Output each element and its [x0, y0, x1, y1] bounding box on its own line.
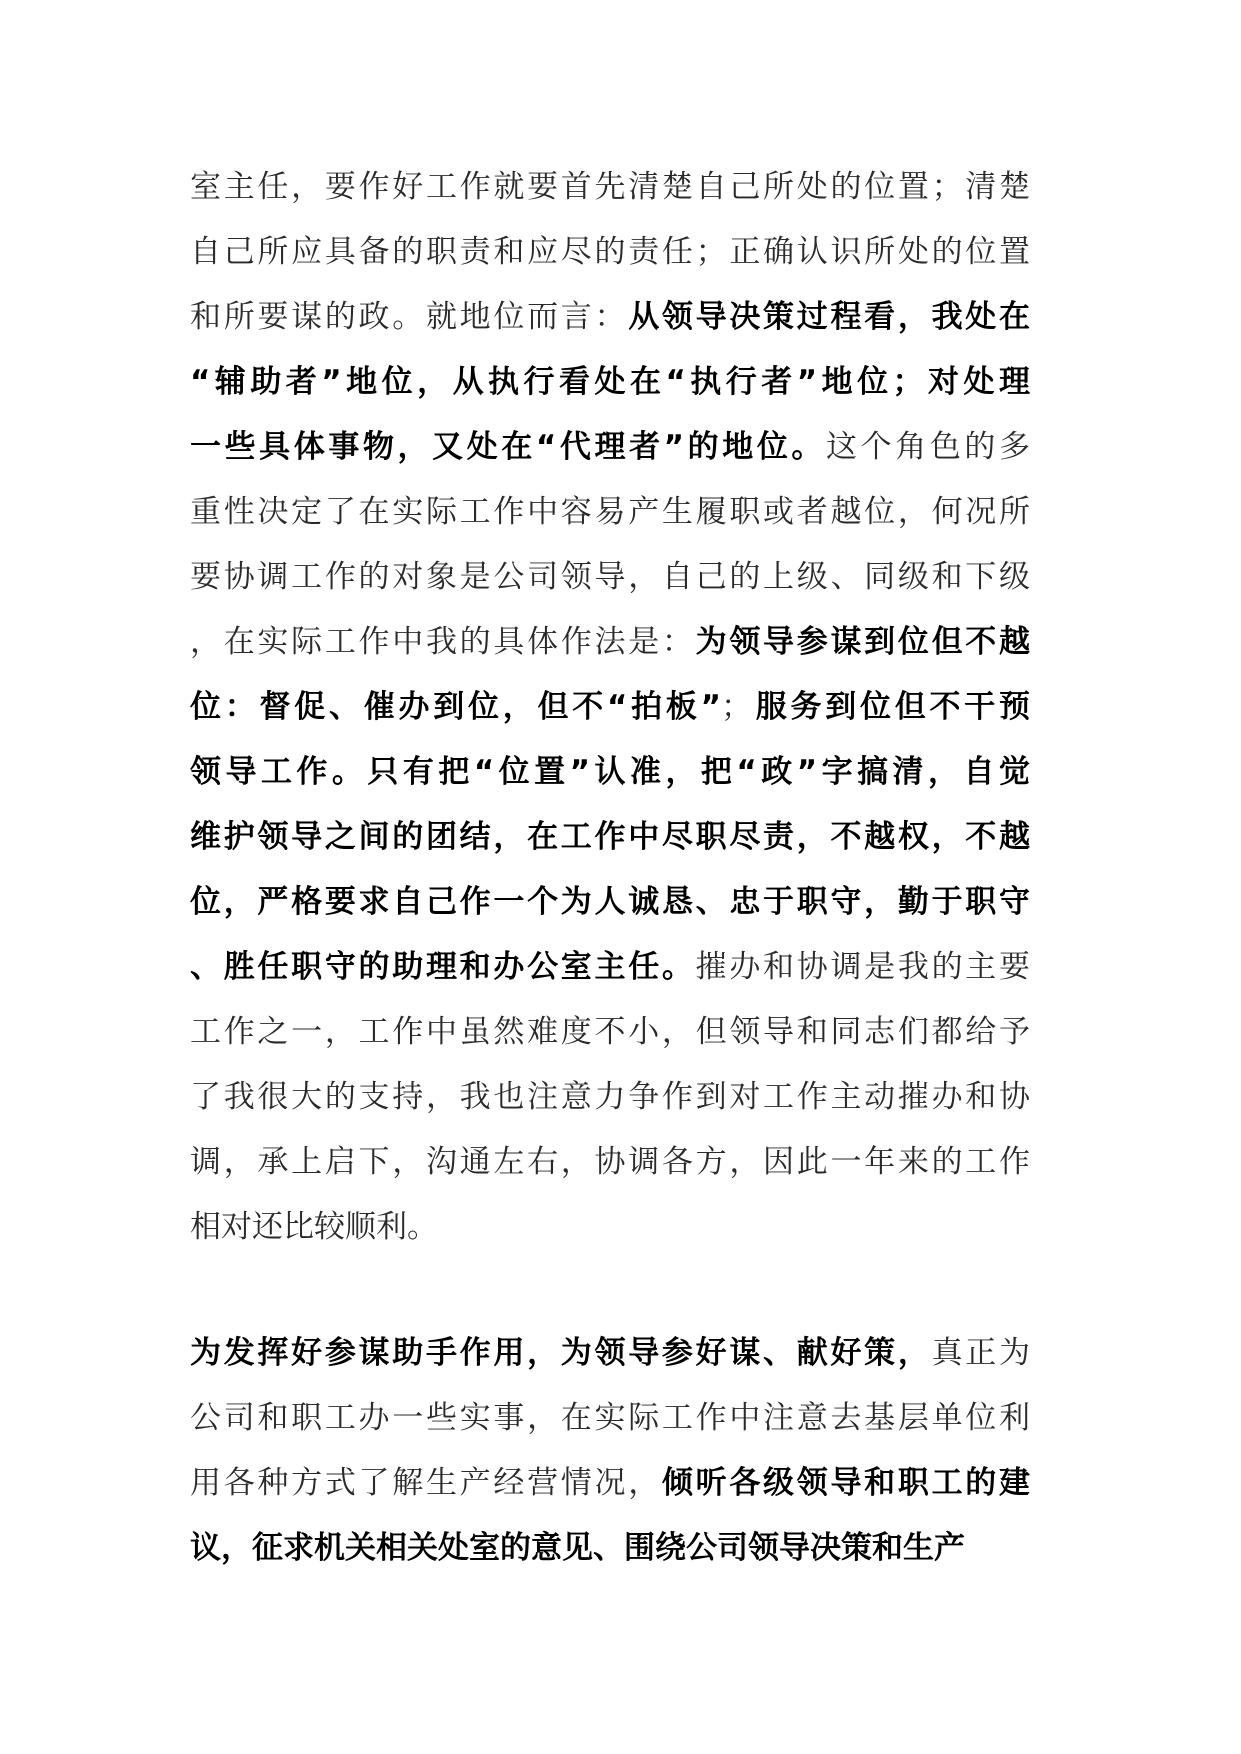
text-segment: 和所要谋的政。就地位而言：: [190, 299, 629, 335]
text-line: [190, 870, 1030, 935]
bold-text-segment: 为领导参谋到位但不越: [695, 624, 1030, 660]
text-segment: 用各种方式了解生产经营情况，: [190, 1465, 662, 1501]
bold-text-segment: 服务到位但不干预: [752, 689, 1030, 725]
text-segment: 这个角色的多: [826, 429, 1030, 465]
text-segment: 摧办和协调是我的主要: [695, 949, 1030, 985]
text-line: [190, 1065, 1030, 1130]
body-paragraph-1: [190, 155, 1030, 1260]
text-line: [190, 155, 1030, 220]
text-line: [190, 1516, 1030, 1581]
text-segment: 调，承上启下，沟通左右，协调各方，因此一年来的工作: [190, 1144, 1030, 1180]
text-segment: 公司和职工办一些实事，在实际工作中注意去基层单位利: [190, 1400, 1030, 1436]
text-segment: 室主任，要作好工作就要首先清楚自己所处的位置；清楚: [190, 169, 1030, 205]
text-line: [190, 935, 1030, 1000]
text-segment: 真正为: [931, 1335, 1031, 1371]
text-segment: 工作之一，工作中虽然难度不小，但领导和同志们都给予: [190, 1014, 1030, 1050]
text-line: [190, 545, 1030, 610]
text-line: [190, 1386, 1030, 1451]
text-line: [190, 1451, 1030, 1516]
bold-text-segment: 为发挥好参谋助手作用，为领导参好谋、献好策，: [190, 1335, 932, 1371]
text-line: [190, 285, 1030, 350]
text-segment: 自己所应具备的职责和应尽的责任；正确认识所处的位置: [190, 234, 1030, 270]
text-line: [190, 350, 1030, 415]
text-segment: 重性决定了在实际工作中容易产生履职或者越位，何况所: [190, 494, 1030, 530]
body-paragraph-2: [190, 1321, 1030, 1581]
text-line: [190, 1000, 1030, 1065]
text-segment: 了我很大的支持，我也注意力争作到对工作主动摧办和协: [190, 1079, 1030, 1115]
text-line: [190, 675, 1030, 740]
text-segment: 要协调工作的对象是公司领导，自己的上级、同级和下级: [190, 559, 1030, 595]
text-line: [190, 220, 1030, 285]
text-line: [190, 740, 1030, 805]
text-line: [190, 610, 1030, 675]
bold-text-segment: 一些具体事物，又处在“代理者”的地位。: [190, 429, 827, 465]
bold-text-segment: 位，严格要求自己作一个为人诚恳、忠于职守，勤于职守: [190, 884, 1030, 920]
text-line: [190, 480, 1030, 545]
text-segment: 相对还比较顺利。: [190, 1209, 438, 1245]
bold-text-segment: 维护领导之间的团结，在工作中尽职尽责，不越权，不越: [190, 819, 1030, 855]
text-segment: ；: [721, 689, 752, 725]
text-line: [190, 805, 1030, 870]
text-line: [190, 1321, 1030, 1386]
bold-text-segment: “辅助者”地位，从执行看处在“执行者”地位；对处理: [190, 364, 1030, 400]
text-segment: ，在实际工作中我的具体作法是：: [190, 624, 696, 660]
text-line: [190, 415, 1030, 480]
bold-text-segment: 领导工作。只有把“位置”认准，把“政”字搞清，自觉: [190, 754, 1030, 790]
bold-text-segment: 从领导决策过程看，我处在: [628, 299, 1031, 335]
bold-text-segment: 倾听各级领导和职工的建: [661, 1465, 1031, 1501]
bold-text-segment: 、胜任职守的助理和办公室主任。: [190, 949, 696, 985]
bold-text-segment: 位：督促、催办到位，但不“拍板”: [190, 689, 721, 725]
bold-text-segment: 议，征求机关相关处室的意见、围绕公司领导决策和生产: [190, 1530, 965, 1566]
text-line: [190, 1130, 1030, 1195]
text-line: [190, 1195, 1030, 1260]
